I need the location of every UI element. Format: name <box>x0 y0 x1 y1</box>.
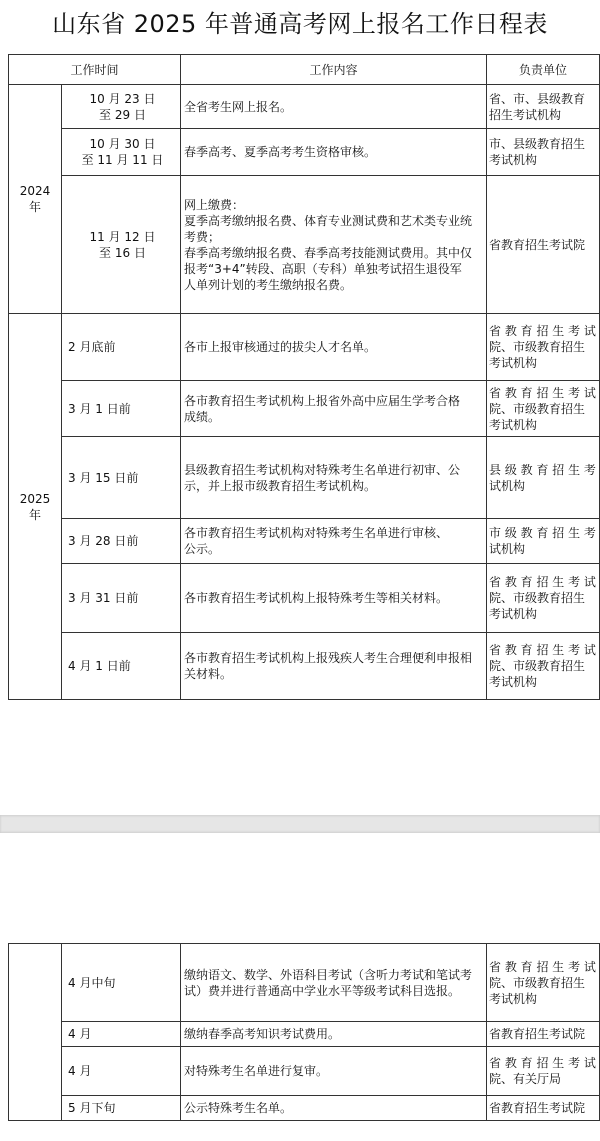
time-cell-line: 5 月下旬 <box>68 1101 116 1115</box>
unit-cell-line: 考试机构 <box>489 675 538 689</box>
year-cell <box>9 944 62 1121</box>
unit-cell <box>487 519 600 564</box>
unit-cell <box>487 944 600 1022</box>
unit-cell-line: 院、市级教育招生 <box>489 975 586 990</box>
content-cell-line: 网上缴费： <box>184 197 245 212</box>
content-cell <box>181 314 487 381</box>
time-cell-line: 3 月 31 日前 <box>68 591 139 605</box>
unit-cell-line: 考试机构 <box>489 607 538 621</box>
header-unit: 负责单位 <box>487 55 600 85</box>
time-cell <box>62 314 181 381</box>
table-row <box>9 1096 600 1121</box>
unit-cell-line: 考试机构 <box>489 153 538 167</box>
time-cell-line: 4 月 <box>68 1027 92 1041</box>
content-cell <box>181 519 487 564</box>
unit-cell <box>487 1047 600 1096</box>
time-cell-line: 10 月 23 日 <box>89 91 156 106</box>
content-cell <box>181 633 487 700</box>
time-cell-line: 4 月中旬 <box>68 975 116 990</box>
unit-cell <box>487 1096 600 1121</box>
content-cell-line: 夏季高考缴纳报名费、体育专业测试费和艺术类专业统 <box>184 213 473 228</box>
year-cell: 2024 年 <box>9 85 62 314</box>
time-cell <box>62 129 181 176</box>
table-row <box>9 944 600 1022</box>
unit-cell-line: 院、有关厅局 <box>489 1072 562 1086</box>
table-row <box>9 176 600 314</box>
content-cell-line: 春季高考、夏季高考考生资格审核。 <box>184 145 377 159</box>
unit-cell-line: 院、市级教育招生 <box>489 340 586 354</box>
header-content: 工作内容 <box>181 55 487 85</box>
content-cell-line: 县级教育招生考试机构对特殊考生名单进行初审、公 <box>184 462 461 477</box>
schedule-table-continued <box>8 943 600 1121</box>
time-cell <box>62 519 181 564</box>
time-cell-line: 3 月 1 日前 <box>68 401 131 416</box>
unit-cell-line: 招生考试机构 <box>489 107 562 122</box>
unit-cell <box>487 437 600 519</box>
page-title: 山东省 2025 年普通高考网上报名工作日程表 <box>52 10 548 38</box>
time-cell-line: 3 月 15 日前 <box>68 470 139 485</box>
content-cell-line: 各市教育招生考试机构上报特殊考生等相关材料。 <box>184 591 449 605</box>
content-cell <box>181 1047 487 1096</box>
unit-cell-line: 省 教 育 招 生 考 试 <box>489 385 596 400</box>
content-cell <box>181 437 487 519</box>
content-cell <box>181 1096 487 1121</box>
unit-cell <box>487 633 600 700</box>
unit-cell-line: 考试机构 <box>489 356 538 370</box>
table-row <box>9 129 600 176</box>
content-cell-line: 公示特殊考生名单。 <box>184 1101 293 1115</box>
time-cell-line: 11 月 12 日 <box>89 229 156 244</box>
content-cell <box>181 1022 487 1047</box>
unit-cell <box>487 1022 600 1047</box>
unit-cell-line: 省、市、县级教育 <box>489 91 586 106</box>
time-cell-line: 3 月 28 日前 <box>68 534 139 548</box>
unit-cell <box>487 564 600 633</box>
table-row <box>9 85 600 129</box>
content-cell-line: 缴纳语文、数学、外语科目考试（含听力考试和笔试考 <box>184 967 473 982</box>
table-header-row <box>9 55 600 85</box>
page-break-divider <box>0 815 600 833</box>
table-row <box>9 381 600 437</box>
content-cell <box>181 381 487 437</box>
content-cell <box>181 176 487 314</box>
time-cell-line: 4 月 1 日前 <box>68 659 131 673</box>
time-cell <box>62 1022 181 1047</box>
content-cell-line: 报考“3+4”转段、高职（专科）单独考试招生退役军 <box>184 261 462 276</box>
table-row <box>9 564 600 633</box>
content-cell-line: 全省考生网上报名。 <box>184 99 293 114</box>
header-time: 工作时间 <box>9 55 181 85</box>
time-cell-line: 2 月底前 <box>68 340 116 354</box>
unit-cell-line: 省 教 育 招 生 考 试 <box>489 959 596 974</box>
time-cell <box>62 85 181 129</box>
time-cell-line: 4 月 <box>68 1064 92 1078</box>
unit-cell-line: 市、县级教育招生 <box>489 137 586 151</box>
content-cell-line: 缴纳春季高考知识考试费用。 <box>184 1027 341 1041</box>
unit-cell-line: 院、市级教育招生 <box>489 659 586 673</box>
time-cell <box>62 381 181 437</box>
unit-cell-line: 院、市级教育招生 <box>489 401 586 416</box>
schedule-table <box>8 54 600 700</box>
content-cell-line: 各市教育招生考试机构上报残疾人考生合理便利申报相 <box>184 651 473 665</box>
content-cell-line: 人单列计划的考生缴纳报名费。 <box>184 277 353 292</box>
unit-cell-line: 院、市级教育招生 <box>489 591 586 605</box>
content-cell-line: 成绩。 <box>184 409 221 424</box>
table-row <box>9 519 600 564</box>
time-cell <box>62 176 181 314</box>
unit-cell-line: 省教育招生考试院 <box>489 1101 586 1115</box>
unit-cell-line: 省教育招生考试院 <box>489 237 586 252</box>
unit-cell <box>487 381 600 437</box>
unit-cell-line: 考试机构 <box>489 991 538 1006</box>
unit-cell <box>487 176 600 314</box>
content-cell-line: 示，并上报市级教育招生考试机构。 <box>184 478 377 493</box>
content-cell-line: 各市上报审核通过的拔尖人才名单。 <box>184 340 377 354</box>
unit-cell <box>487 85 600 129</box>
time-cell <box>62 564 181 633</box>
content-cell <box>181 85 487 129</box>
table-row <box>9 314 600 381</box>
content-cell-line: 考费； <box>184 229 221 244</box>
content-cell-line: 春季高考缴纳报名费、春季高考技能测试费用。其中仅 <box>184 245 473 260</box>
unit-cell-line: 省教育招生考试院 <box>489 1027 586 1041</box>
content-cell-line: 各市教育招生考试机构上报省外高中应届生学考合格 <box>184 393 461 408</box>
time-cell <box>62 437 181 519</box>
content-cell-line: 对特殊考生名单进行复审。 <box>184 1064 329 1078</box>
time-cell <box>62 944 181 1022</box>
time-cell-line: 至 16 日 <box>99 245 146 260</box>
time-cell <box>62 633 181 700</box>
unit-cell-line: 省 教 育 招 生 考 试 <box>489 575 596 589</box>
unit-cell-line: 县 级 教 育 招 生 考 <box>489 462 596 477</box>
unit-cell-line: 省 教 育 招 生 考 试 <box>489 324 596 338</box>
unit-cell-line: 考试机构 <box>489 417 538 432</box>
table-row <box>9 1022 600 1047</box>
content-cell-line: 试）费并进行普通高中学业水平等级考试科目选报。 <box>184 983 461 998</box>
time-cell-line: 至 29 日 <box>99 107 146 122</box>
year-cell: 2025 年 <box>9 314 62 700</box>
table-row <box>9 1047 600 1096</box>
content-cell-line: 各市教育招生考试机构对特殊考生名单进行审核、 <box>184 526 449 540</box>
time-cell-line: 10 月 30 日 <box>89 137 156 151</box>
unit-cell-line: 省 教 育 招 生 考 试 <box>489 643 596 657</box>
content-cell <box>181 944 487 1022</box>
time-cell <box>62 1047 181 1096</box>
table-row <box>9 437 600 519</box>
time-cell-line: 至 11 月 11 日 <box>81 153 164 167</box>
unit-cell-line: 试机构 <box>489 542 526 556</box>
unit-cell <box>487 129 600 176</box>
table-row <box>9 633 600 700</box>
content-cell-line: 关材料。 <box>184 667 233 681</box>
content-cell <box>181 129 487 176</box>
content-cell-line: 公示。 <box>184 542 221 556</box>
content-cell <box>181 564 487 633</box>
unit-cell-line: 省 教 育 招 生 考 试 <box>489 1056 596 1070</box>
unit-cell-line: 试机构 <box>489 478 526 493</box>
unit-cell-line: 市 级 教 育 招 生 考 <box>489 526 596 540</box>
time-cell <box>62 1096 181 1121</box>
unit-cell <box>487 314 600 381</box>
